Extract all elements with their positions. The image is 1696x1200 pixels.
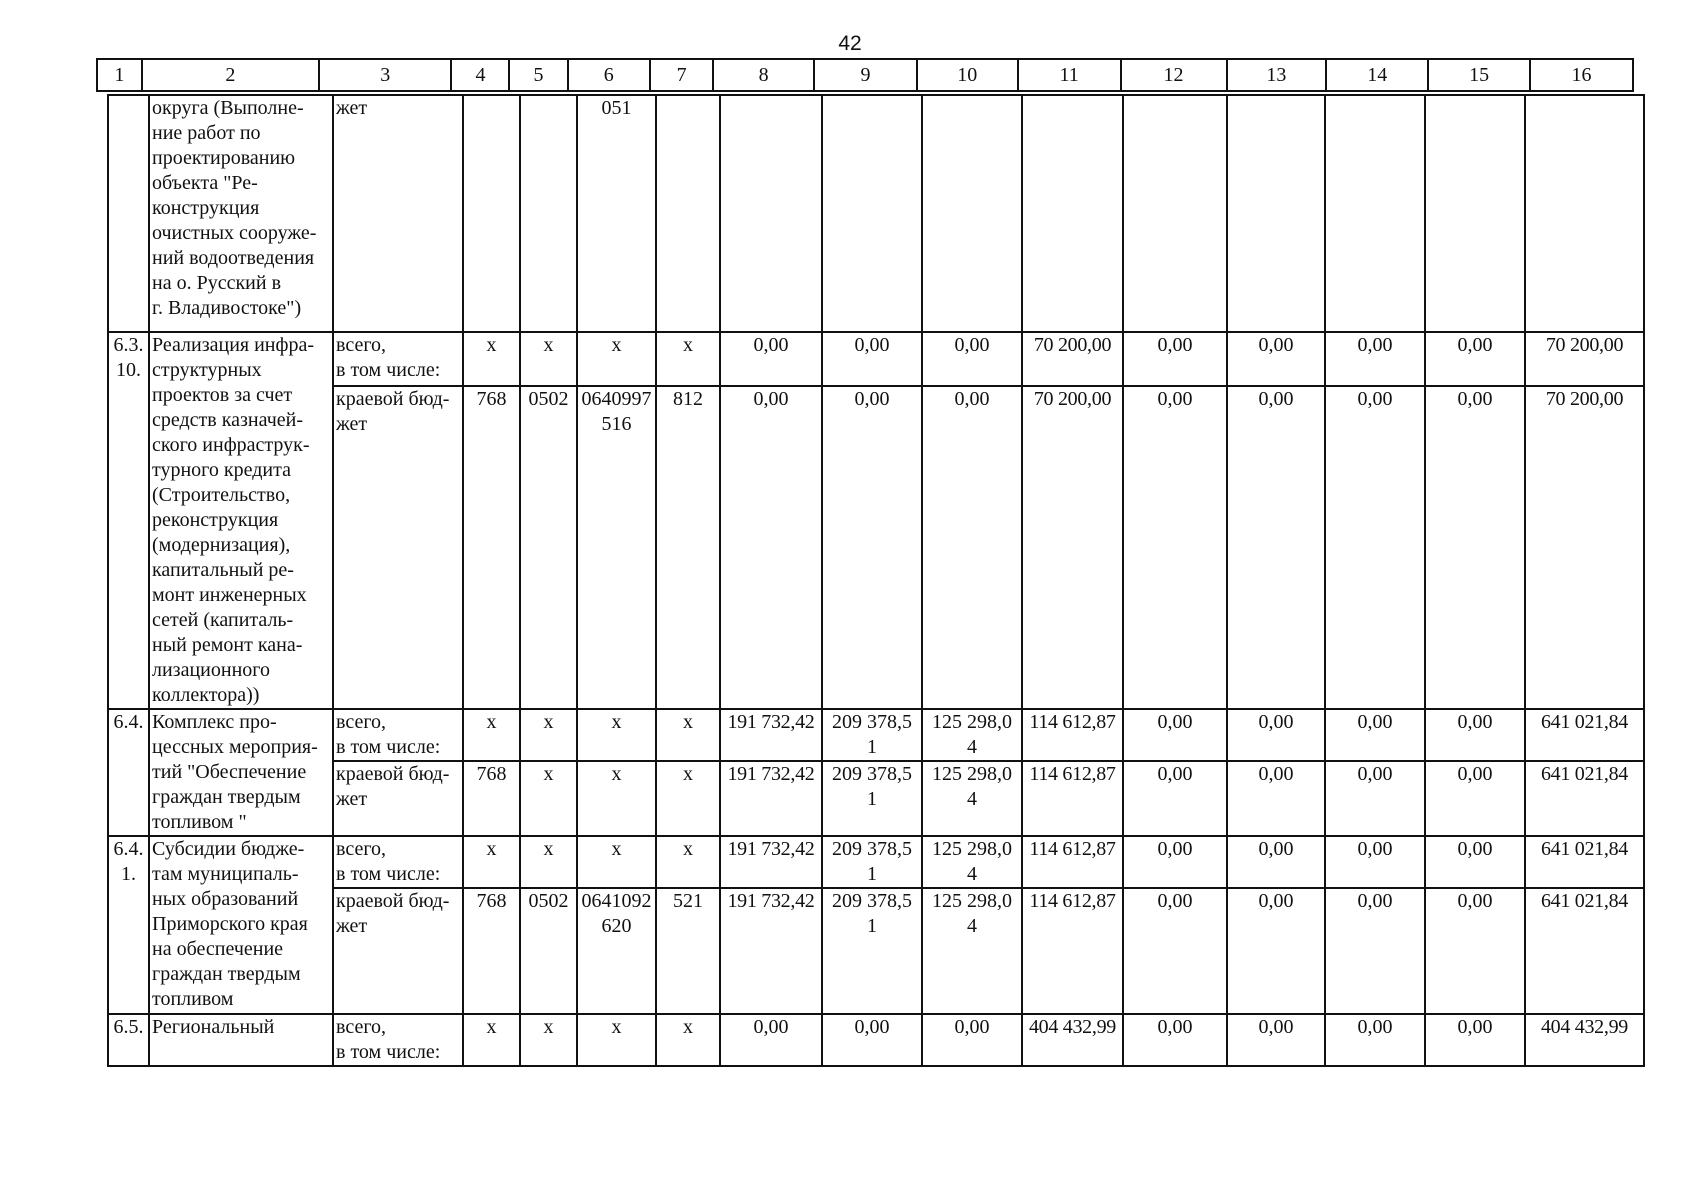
table-cell: х — [520, 332, 577, 386]
table-cell: 0,00 — [1123, 709, 1227, 761]
source-cell: краевой бюд- жет — [333, 386, 463, 709]
table-cell: 0,00 — [1425, 836, 1525, 888]
table-cell: 0,00 — [822, 1014, 922, 1066]
table-cell: 209 378,5 1 — [822, 836, 922, 888]
table-row — [108, 95, 1644, 332]
description-cell: Региональный — [149, 1014, 333, 1066]
source-cell: всего, в том числе: — [333, 836, 463, 888]
table-cell: 768 — [463, 888, 520, 1014]
column-header: 3 — [319, 59, 451, 91]
table-cell: х — [577, 761, 656, 836]
table-cell: 0,00 — [1227, 836, 1325, 888]
source-cell: краевой бюд- жет — [333, 761, 463, 836]
table-cell: х — [577, 332, 656, 386]
table-cell: 114 612,87 — [1022, 888, 1123, 1014]
description-cell: Комплекс про- цессных мероприя- тий "Обеспечение граждан твердым топливом " — [149, 709, 333, 836]
description-cell: округа (Выполне- ние работ по проектированию объекта "Ре- конструкция очистных сооруже- ний водоотведения на о. Русский в г. Владивостоке") — [149, 95, 333, 332]
table-cell: 404 432,99 — [1022, 1014, 1123, 1066]
table-cell: х — [577, 1014, 656, 1066]
column-header: 7 — [650, 59, 713, 91]
table-cell: 051 — [577, 95, 656, 332]
table-cell: 768 — [463, 761, 520, 836]
table-cell: 0,00 — [1123, 332, 1227, 386]
row-number-cell: 6.5. — [108, 1014, 149, 1066]
table-cell: 0,00 — [1325, 836, 1425, 888]
table-cell: х — [520, 1014, 577, 1066]
table-cell: 209 378,5 1 — [822, 888, 922, 1014]
column-header: 10 — [917, 59, 1018, 91]
table-cell: 191 732,42 — [720, 836, 822, 888]
table-cell — [463, 95, 520, 332]
table-cell: 70 200,00 — [1525, 332, 1644, 386]
column-header: 8 — [713, 59, 814, 91]
table-cell: 0,00 — [1123, 836, 1227, 888]
table-row — [108, 888, 1644, 1014]
table-cell: 0,00 — [1425, 709, 1525, 761]
table-row — [108, 386, 1644, 709]
table-cell — [1425, 95, 1525, 332]
table-cell: 0,00 — [1425, 1014, 1525, 1066]
table-cell: 70 200,00 — [1022, 332, 1123, 386]
table-row — [108, 1014, 1644, 1066]
table-cell: 0,00 — [1227, 888, 1325, 1014]
description-cell: Реализация инфра- структурных проектов за счет средств казначей- ского инфраструк- турного кредита (Строительство, реконструкция (модернизация), капитальный ре- монт инженерных сетей (капиталь- ный ремонт кана- лизационного коллектора)) — [149, 332, 333, 709]
table-cell: 0,00 — [1325, 332, 1425, 386]
table-cell: 0,00 — [1425, 332, 1525, 386]
table-cell: 0,00 — [922, 332, 1022, 386]
source-cell: жет — [333, 95, 463, 332]
table-cell: 768 — [463, 386, 520, 709]
row-number-cell: 6.4. — [108, 709, 149, 836]
column-number-header — [96, 58, 1634, 92]
table-cell: 0641092 620 — [577, 888, 656, 1014]
column-header: 2 — [142, 59, 319, 91]
table-cell — [1022, 95, 1123, 332]
table-cell: 0,00 — [922, 1014, 1022, 1066]
table-cell: 641 021,84 — [1525, 836, 1644, 888]
table-cell: х — [520, 761, 577, 836]
table-cell: 114 612,87 — [1022, 709, 1123, 761]
table-cell: 641 021,84 — [1525, 709, 1644, 761]
table-cell — [720, 95, 822, 332]
table-cell: 0502 — [520, 386, 577, 709]
table-cell: 0502 — [520, 888, 577, 1014]
table-cell: 641 021,84 — [1525, 888, 1644, 1014]
table-cell: 191 732,42 — [720, 761, 822, 836]
column-header: 5 — [509, 59, 567, 91]
table-cell: 0,00 — [1227, 761, 1325, 836]
table-cell: х — [656, 761, 720, 836]
table-cell: 0640997 516 — [577, 386, 656, 709]
row-number-cell — [108, 95, 149, 332]
table-cell: 0,00 — [720, 332, 822, 386]
table-cell — [520, 95, 577, 332]
source-cell: всего, в том числе: — [333, 1014, 463, 1066]
table-cell: 0,00 — [1425, 761, 1525, 836]
table-cell: х — [463, 1014, 520, 1066]
table-cell: 125 298,0 4 — [922, 836, 1022, 888]
table-cell: 0,00 — [720, 386, 822, 709]
table-row — [108, 709, 1644, 761]
table-cell: 0,00 — [822, 386, 922, 709]
table-cell: 0,00 — [1227, 709, 1325, 761]
table-cell: 125 298,0 4 — [922, 888, 1022, 1014]
table-row — [108, 761, 1644, 836]
column-header: 16 — [1530, 59, 1633, 91]
table-cell: 0,00 — [1325, 1014, 1425, 1066]
table-row — [108, 332, 1644, 386]
table-cell — [1123, 95, 1227, 332]
column-header: 9 — [814, 59, 917, 91]
page-number: 42 — [838, 32, 862, 55]
table-cell: 0,00 — [822, 332, 922, 386]
budget-table — [107, 94, 1645, 1067]
source-cell: всего, в том числе: — [333, 332, 463, 386]
table-row — [108, 836, 1644, 888]
table-cell: 0,00 — [720, 1014, 822, 1066]
description-cell: Субсидии бюдже- там муниципаль- ных образований Приморского края на обеспечение граждан твердым топливом — [149, 836, 333, 1014]
table-cell: х — [656, 1014, 720, 1066]
table-cell: 0,00 — [1425, 386, 1525, 709]
table-cell: 0,00 — [1227, 332, 1325, 386]
table-cell: х — [520, 836, 577, 888]
table-cell: 0,00 — [1325, 709, 1425, 761]
table-cell: 521 — [656, 888, 720, 1014]
table-cell: х — [656, 332, 720, 386]
table-cell: 0,00 — [922, 386, 1022, 709]
column-header: 14 — [1326, 59, 1428, 91]
table-cell: 0,00 — [1123, 1014, 1227, 1066]
table-cell: х — [656, 836, 720, 888]
table-cell: х — [463, 709, 520, 761]
column-header: 11 — [1018, 59, 1121, 91]
table-cell: 191 732,42 — [720, 709, 822, 761]
table-cell: 0,00 — [1227, 1014, 1325, 1066]
table-cell: 125 298,0 4 — [922, 761, 1022, 836]
table-cell — [1227, 95, 1325, 332]
table-cell — [1525, 95, 1644, 332]
column-header: 1 — [97, 59, 142, 91]
table-cell — [1325, 95, 1425, 332]
table-cell: 70 200,00 — [1525, 386, 1644, 709]
table-cell: 0,00 — [1123, 386, 1227, 709]
table-cell: 0,00 — [1325, 386, 1425, 709]
table-cell: 0,00 — [1425, 888, 1525, 1014]
column-header: 4 — [451, 59, 509, 91]
source-cell: краевой бюд- жет — [333, 888, 463, 1014]
row-number-cell: 6.3. 10. — [108, 332, 149, 709]
table-cell: 0,00 — [1227, 386, 1325, 709]
column-header: 12 — [1121, 59, 1227, 91]
table-cell — [822, 95, 922, 332]
table-cell: х — [577, 709, 656, 761]
column-header: 13 — [1227, 59, 1327, 91]
table-cell: 191 732,42 — [720, 888, 822, 1014]
table-cell: 0,00 — [1325, 761, 1425, 836]
table-cell: 114 612,87 — [1022, 761, 1123, 836]
table-cell: х — [463, 836, 520, 888]
column-header: 6 — [568, 59, 651, 91]
table-cell: 114 612,87 — [1022, 836, 1123, 888]
table-cell: х — [463, 332, 520, 386]
table-cell: 812 — [656, 386, 720, 709]
table-cell — [922, 95, 1022, 332]
table-cell: х — [577, 836, 656, 888]
table-cell: 404 432,99 — [1525, 1014, 1644, 1066]
table-cell: 641 021,84 — [1525, 761, 1644, 836]
table-cell: 70 200,00 — [1022, 386, 1123, 709]
table-cell — [656, 95, 720, 332]
table-cell: 209 378,5 1 — [822, 761, 922, 836]
table-cell: 0,00 — [1123, 888, 1227, 1014]
header-row — [97, 59, 1633, 91]
table-cell: 125 298,0 4 — [922, 709, 1022, 761]
table-cell: 0,00 — [1325, 888, 1425, 1014]
source-cell: всего, в том числе: — [333, 709, 463, 761]
table-cell: 0,00 — [1123, 761, 1227, 836]
column-header: 15 — [1428, 59, 1530, 91]
table-cell: х — [520, 709, 577, 761]
row-number-cell: 6.4. 1. — [108, 836, 149, 1014]
table-cell: х — [656, 709, 720, 761]
table-cell: 209 378,5 1 — [822, 709, 922, 761]
